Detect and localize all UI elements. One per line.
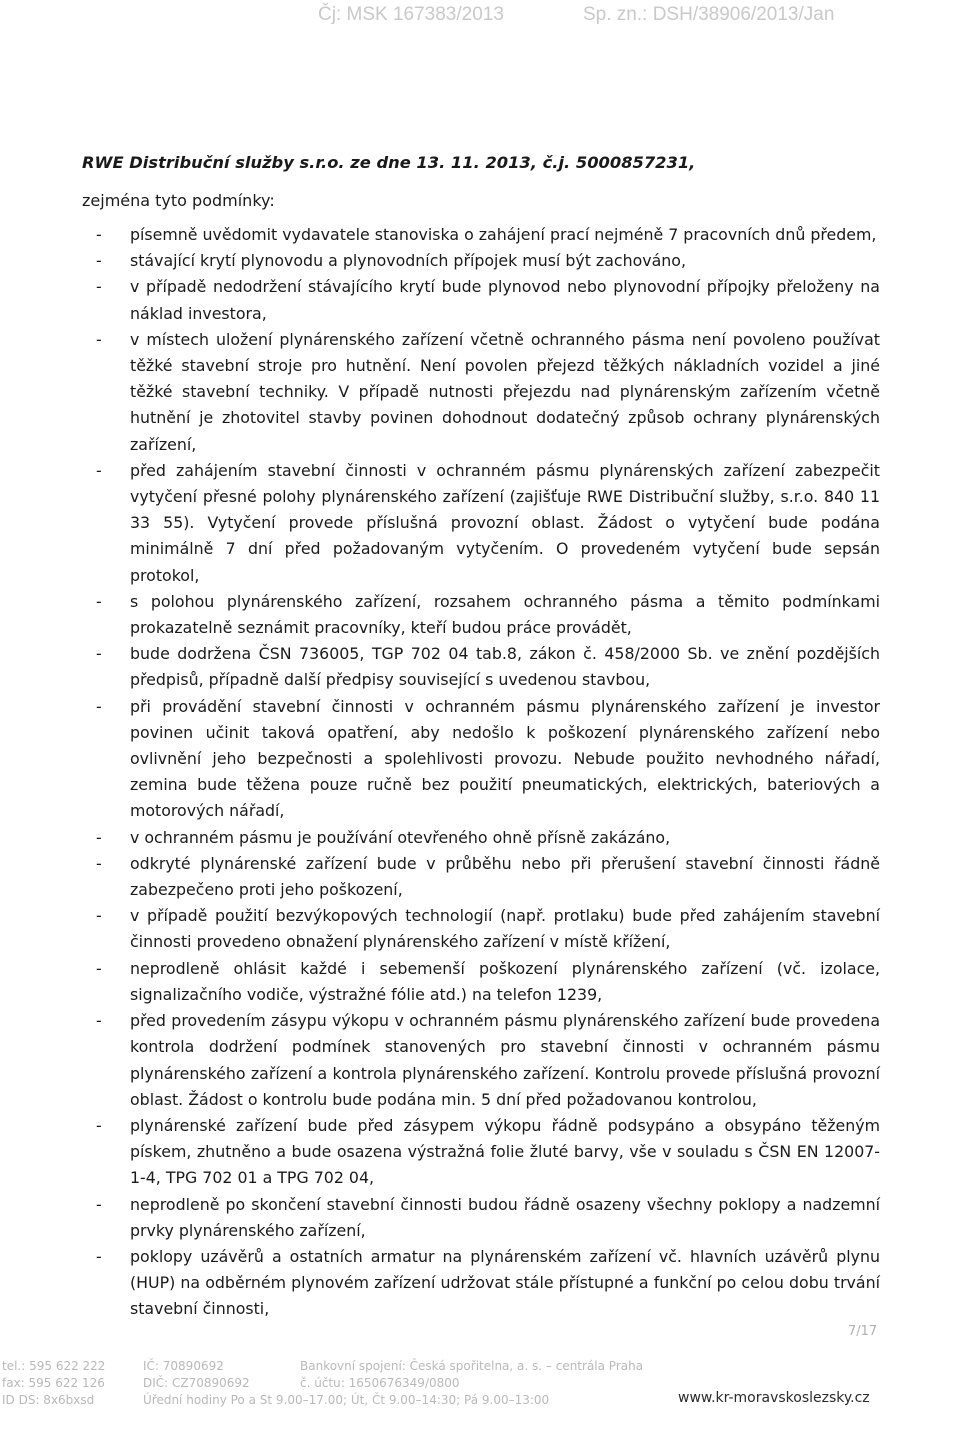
- list-bullet-dash: -: [96, 853, 102, 873]
- footer-bank-name: Bankovní spojení: Česká spořitelna, a. s. – centrála Praha: [300, 1359, 644, 1373]
- document-body: [82, 150, 880, 1323]
- page-number: 7/17: [848, 1324, 878, 1339]
- condition-text: bude dodržena ČSN 736005, TGP 702 04 tab.8, zákon č. 458/2000 Sb. ve znění pozdějších předpisů, případně další předpisy související s uvedenou stavbou,: [130, 644, 880, 690]
- condition-item: [82, 327, 880, 458]
- condition-text: stávající krytí plynovodu a plynovodních přípojek musí být zachováno,: [130, 251, 686, 271]
- document-title: RWE Distribuční služby s.r.o. ze dne 13. 11. 2013, č.j. 5000857231,: [82, 153, 696, 172]
- condition-text: před provedením zásypu výkopu v ochranném pásmu plynárenského zařízení bude provedena kontrola dodržení podmínek stanovených pro stavební činnosti v ochranném pásmu plynárenského zařízení a kontrola plynárenského zařízení. Kontrolu provede příslušná provozní oblast. Žádost o kontrolu bude podána min. 5 dní před požadovanou kontrolou,: [130, 1011, 880, 1109]
- condition-text: poklopy uzávěrů a ostatních armatur na plynárenském zařízení vč. hlavních uzávěrů plynu (HUP) na odběrném plynovém zařízení udržovat stále přístupné a funkční po celou dobu trvání stavební činnosti,: [130, 1246, 880, 1319]
- footer-dic: DIČ: CZ70890692: [143, 1376, 250, 1390]
- condition-item: [82, 694, 880, 825]
- condition-item: [82, 956, 880, 1008]
- condition-item: [82, 1113, 880, 1192]
- condition-text: neprodleně po skončení stavební činnosti budou řádně osazeny všechny poklopy a nadzemní prvky plynárenského zařízení,: [130, 1194, 880, 1240]
- condition-text: odkryté plynárenské zařízení bude v průběhu nebo při přerušení stavební činnosti řádně zabezpečeno proti jeho poškození,: [130, 853, 880, 900]
- condition-text: při provádění stavební činnosti v ochranném pásmu plynárenského zařízení je investor povinen učinit taková opatření, aby nedošlo k poškození plynárenského zařízení nebo ovlivnění jeho bezpečnosti a spolehlivosti provozu. Nebude použito nevhodného nářadí, zemina bude těžena pouze ručně bez použití pneumatických, elektrických, bateriových a motorových nářadí,: [130, 696, 880, 821]
- condition-item: [82, 589, 880, 641]
- list-bullet-dash: -: [96, 460, 102, 480]
- condition-item: [82, 248, 880, 274]
- condition-text: plynárenské zařízení bude před zásypem výkopu řádně podsypáno a obsypáno těženým pískem, zhutněno a bude osazena výstražná folie žluté barvy, vše v souladu s ČSN EN 12007-1-4, TPG 702 01 a TPG 702 04,: [130, 1115, 880, 1188]
- condition-text: s polohou plynárenského zařízení, rozsahem ochranného pásma a těmito podmínkami prokazatelně seznámit pracovníky, kteří budou práce provádět,: [130, 591, 880, 638]
- condition-item: [82, 458, 880, 589]
- list-bullet-dash: -: [96, 696, 102, 716]
- condition-item: [82, 274, 880, 326]
- condition-item: [82, 1008, 880, 1113]
- list-bullet-dash: -: [96, 251, 102, 271]
- condition-item: [82, 641, 880, 693]
- footer-phone: tel.: 595 622 222: [2, 1359, 106, 1373]
- list-bullet-dash: -: [96, 591, 102, 611]
- list-bullet-dash: -: [96, 329, 102, 349]
- condition-text: písemně uvědomit vydavatele stanoviska o zahájení prací nejméně 7 pracovních dnů předem,: [130, 225, 877, 244]
- condition-item: [82, 222, 880, 248]
- condition-text: před zahájením stavební činnosti v ochranném pásmu plynárenských zařízení zabezpečit vytyčení přesné polohy plynárenského zařízení (zajišťuje RWE Distribuční služby, s.r.o. 840 11 33 55). Vytyčení provede příslušná provozní oblast. Žádost o vytyčení bude podána minimálně 7 dní před požadovaným vytyčením. O provedeném vytyčení bude sepsán protokol,: [130, 460, 880, 585]
- condition-text: v místech uložení plynárenského zařízení včetně ochranného pásma není povoleno používat těžké stavební stroje pro hutnění. Není povolen přejezd těžkých nákladních vozidel a jiné těžké stavební techniky. V případě nutnosti přejezdu nad plynárenským zařízením včetně hutnění je zhotovitel stavby povinen dohodnout dodatečný způsob ochrany plynárenských zařízení,: [130, 329, 880, 454]
- list-bullet-dash: -: [96, 958, 102, 978]
- list-bullet-dash: -: [96, 1194, 102, 1214]
- condition-text: v případě nedodržení stávajícího krytí bude plynovod nebo plynovodní přípojky přeloženy na náklad investora,: [130, 277, 880, 323]
- case-reference-header: [0, 4, 960, 28]
- footer-bank: [300, 1358, 643, 1392]
- condition-item: [82, 851, 880, 903]
- conditions-list: [82, 222, 880, 1323]
- condition-item: [82, 825, 880, 851]
- footer-ic: IČ: 70890692: [143, 1359, 224, 1373]
- case-number: Čj: MSK 167383/2013: [318, 4, 504, 25]
- footer-account: č. účtu: 1650676349/0800: [300, 1376, 460, 1390]
- condition-text: v případě použití bezvýkopových technologií (např. protlaku) bude před zahájením stavební činnosti provedeno obnažení plynárenského zařízení v místě křížení,: [130, 906, 880, 952]
- condition-item: [82, 903, 880, 955]
- condition-text: neprodleně ohlásit každé i sebemenší poškození plynárenského zařízení (vč. izolace, signalizačního vodiče, výstražné fólie atd.) na telefon 1239,: [130, 958, 880, 1004]
- list-bullet-dash: -: [96, 1246, 102, 1266]
- footer-office-hours: Úřední hodiny Po a St 9.00–17.00; Út, Čt 9.00–14:30; Pá 9.00–13:00: [143, 1393, 550, 1407]
- list-bullet-dash: -: [96, 906, 102, 926]
- list-bullet-dash: -: [96, 277, 102, 297]
- footer-fax: fax: 595 622 126: [2, 1376, 105, 1390]
- file-number: Sp. zn.: DSH/38906/2013/Jan: [583, 4, 835, 25]
- footer-contacts: [2, 1358, 105, 1409]
- list-bullet-dash: -: [96, 1115, 102, 1135]
- list-bullet-dash: -: [96, 1011, 102, 1031]
- page-footer: [0, 1320, 960, 1434]
- list-bullet-dash: -: [96, 827, 102, 847]
- document-intro: zejména tyto podmínky:: [82, 191, 275, 210]
- condition-text: v ochranném pásmu je používání otevřeného ohně přísně zakázáno,: [130, 827, 671, 847]
- footer-website-link[interactable]: www.kr-moravskoslezsky.cz: [678, 1390, 870, 1406]
- condition-item: [82, 1244, 880, 1323]
- list-bullet-dash: -: [96, 225, 102, 244]
- footer-databox: ID DS: 8x6bxsd: [2, 1393, 95, 1407]
- condition-item: [82, 1192, 880, 1244]
- list-bullet-dash: -: [96, 644, 102, 664]
